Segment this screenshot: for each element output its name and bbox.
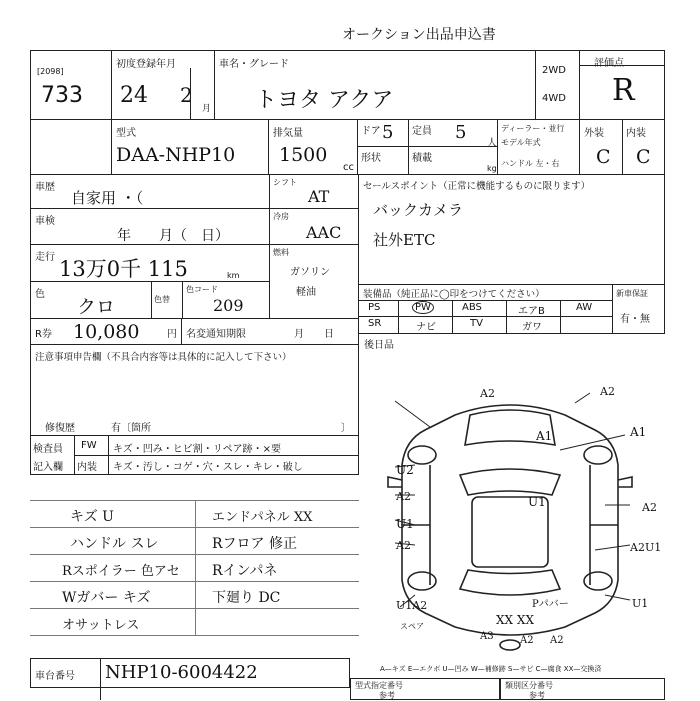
mileage-label: 走行 — [35, 252, 55, 263]
model-designation-ref: 参考 — [379, 691, 395, 700]
note-left-5: オサットレス — [62, 618, 140, 633]
capacity-value: 5 — [455, 122, 467, 143]
note-left-3: Rスポイラー 色アセ — [62, 564, 180, 579]
note-right-4: 下廻り DC — [212, 590, 281, 606]
car-diagram — [360, 345, 665, 655]
inspector-row2-tag: 内装 — [77, 462, 97, 473]
color-value: クロ — [77, 296, 116, 318]
equip-airbag: エアB — [518, 306, 545, 317]
registration-year: 24 — [120, 83, 148, 108]
notes-cell — [30, 344, 359, 436]
note-right-2: Rフロア 修正 — [212, 536, 297, 552]
registration-label: 初度登録年月 — [116, 59, 176, 70]
note-left-2: ハンドル スレ — [70, 536, 159, 552]
mileage-value: 13万0千 115 — [59, 257, 188, 281]
fuel-label: 燃料 — [273, 248, 289, 257]
payload-unit: kg — [487, 164, 497, 173]
classification-ref: 参考 — [529, 691, 545, 700]
inspector-label-1: 検査員 — [33, 444, 63, 455]
drive-cell — [535, 50, 580, 120]
model-designation-label: 型式指定番号 — [355, 681, 403, 690]
mark-left-front: U2 — [396, 463, 414, 477]
mark-spare: スペア — [400, 622, 424, 631]
registration-month: 2 — [180, 83, 193, 107]
evaluation-label: 評価点 — [594, 58, 624, 69]
capacity-unit: 人 — [487, 138, 497, 149]
mileage-km: km — [227, 271, 240, 280]
shape-cell — [357, 146, 409, 175]
shift-cell — [269, 174, 359, 209]
displacement-label: 排気量 — [273, 128, 303, 139]
payload-cell — [408, 146, 498, 175]
lot-cell — [30, 50, 112, 120]
repair-value: 有〔箇所 — [111, 423, 151, 434]
sales-point-2: 社外ETC — [373, 231, 436, 249]
note-right-3: Rインパネ — [212, 563, 278, 579]
model-label: 型式 — [116, 128, 136, 139]
equip-sr: SR — [368, 318, 382, 329]
inspector-row1-items: キズ・凹み・ヒビ割・リペア跡・×要 — [113, 444, 281, 455]
note-right-1: エンドパネル XX — [212, 510, 313, 525]
exterior-value: C — [596, 146, 611, 168]
mark-left-rear: A2 — [396, 539, 411, 552]
evaluation-cell — [579, 50, 665, 120]
drive-2wd: 2WD — [542, 65, 566, 76]
classification-cell — [500, 678, 665, 700]
back-label: 後日品 — [364, 340, 394, 351]
inspection-value: 年 月（ 日） — [117, 228, 229, 244]
model-designation-cell — [350, 678, 500, 700]
new-car-warranty-value: 有・無 — [620, 314, 650, 325]
equip-aw: AW — [576, 302, 593, 313]
capacity-cell — [408, 119, 498, 147]
repair-bracket-close: 〕 — [341, 423, 351, 434]
note-left-1: キズ U — [70, 509, 114, 525]
color-code-label: 色コード — [186, 285, 218, 294]
damage-legend: A—キズ E—エクボ U—凹み W—補修跡 S—サビ C—腐食 XX—交換済 — [380, 665, 602, 673]
payload-label: 積載 — [412, 153, 432, 164]
inspector-row2-items: キズ・汚し・コゲ・穴・スレ・キレ・破し — [113, 462, 303, 473]
capacity-label: 定員 — [412, 126, 432, 137]
name-change-cell — [181, 318, 359, 345]
recycle-value: 10,080 — [73, 321, 140, 343]
mark-roof: U1 — [528, 495, 546, 509]
equip-tv: TV — [470, 318, 483, 329]
sales-points-cell — [358, 174, 665, 285]
equip-gawa: ガワ — [522, 322, 542, 333]
displacement-cell — [268, 119, 358, 175]
mark-left-quarter: U1A2 — [396, 599, 428, 612]
mark-hood: A1 — [536, 429, 553, 443]
color-change-label: 色替 — [154, 295, 170, 304]
model-year-label: モデル年式 — [501, 138, 541, 147]
equip-ps: PS — [368, 302, 381, 313]
chassis-cell — [30, 658, 350, 688]
fuel-gas: ガソリン — [290, 267, 330, 278]
history-label: 車歴 — [35, 182, 55, 193]
color-change-cell — [151, 281, 183, 319]
mark-right-quarter: U1 — [632, 597, 649, 610]
fuel-cell — [269, 244, 359, 319]
color-code-value: 209 — [213, 296, 244, 315]
classification-label: 類別区分番号 — [505, 681, 553, 690]
chassis-label: 車台番号 — [35, 671, 75, 682]
mark-rear-xx: XX XX — [496, 613, 534, 627]
mark-rear-a2-right: A2 — [550, 635, 564, 646]
mark-left-mirror: A2 — [396, 490, 411, 503]
name-change-value: 月 日 — [294, 329, 334, 340]
cc-unit: cc — [343, 162, 354, 173]
aircon-value: AAC — [306, 223, 342, 242]
model-value: DAA-NHP10 — [116, 144, 236, 166]
history-cell — [30, 174, 270, 209]
mark-rear-bumper: Pパバー — [532, 599, 569, 610]
notes-label: 注意事項申告欄（不具合内容等は具体的に記入して下さい） — [35, 352, 292, 363]
sales-points-label: セールスポイント（正常に機能するものに限ります） — [363, 181, 591, 192]
equip-navi: ナビ — [416, 322, 436, 333]
inspection-cell — [30, 208, 270, 245]
name-change-label: 名変通知期限 — [186, 329, 246, 340]
recycle-cell — [30, 318, 182, 345]
color-cell — [30, 281, 152, 319]
recycle-label: R券 — [35, 329, 52, 340]
shape-label: 形状 — [361, 153, 381, 164]
door-label: ドア — [361, 126, 381, 137]
shift-label: シフト — [273, 178, 297, 187]
mark-rear-a2-left: A2 — [520, 635, 534, 646]
mark-right-fender: A1 — [630, 425, 647, 439]
repair-label: 修復歴 — [45, 423, 75, 434]
exterior-label: 外装 — [584, 128, 604, 139]
header-strip — [22, 18, 578, 52]
registration-cell — [111, 50, 215, 120]
equipment-label: 装備品（純正品に◯印をつけてください） — [363, 289, 545, 300]
drive-4wd: 4WD — [542, 93, 566, 104]
handle-label: ハンドル 左・右 — [501, 159, 560, 168]
inspector-row1-tag: FW — [81, 440, 97, 451]
mark-right-rear-door: A2U1 — [630, 541, 662, 554]
vehicle-name-label: 車名・グレード — [219, 59, 289, 70]
dealer-cell — [497, 119, 580, 175]
mark-rear-a3: A3 — [480, 631, 494, 642]
mark-left-door: U1 — [396, 517, 414, 531]
note-left-4: Wガバー キズ — [62, 590, 151, 606]
vehicle-name: トヨタ アクア — [255, 88, 394, 113]
recycle-yen: 円 — [167, 329, 177, 340]
equip-abs: ABS — [462, 302, 482, 313]
interior-value: C — [636, 146, 651, 168]
registration-month-unit: 月 — [202, 104, 212, 114]
mark-front-left: A2 — [480, 387, 495, 400]
mileage-cell — [30, 244, 270, 282]
vehicle-name-cell — [214, 50, 536, 120]
model-cell — [111, 119, 269, 175]
mark-front-right: A2 — [600, 385, 615, 398]
chassis-value: NHP10-6004422 — [105, 662, 258, 683]
lot-number: 733 — [41, 83, 83, 108]
inspection-label: 車検 — [35, 216, 55, 227]
inspector-label-2: 記入欄 — [33, 462, 63, 473]
header-title: オークション出品申込書 — [342, 27, 496, 43]
history-value: 自家用 ・（ — [71, 189, 144, 207]
door-cell — [357, 119, 409, 147]
aircon-label: 冷房 — [273, 212, 289, 221]
mark-right-mid: A2 — [642, 501, 657, 514]
lot-prefix: [2098] — [37, 67, 64, 76]
new-car-warranty-label: 新車保証 — [616, 289, 648, 298]
fuel-diesel: 軽油 — [296, 287, 316, 298]
aircon-cell — [269, 208, 359, 245]
door-value: 5 — [382, 122, 394, 143]
shift-value: AT — [308, 187, 330, 206]
equip-pw: PW — [412, 301, 434, 314]
displacement-value: 1500 — [279, 144, 328, 166]
color-label: 色 — [35, 289, 45, 300]
color-code-cell — [182, 281, 270, 319]
interior-label: 内装 — [626, 128, 646, 139]
evaluation-score: R — [612, 73, 635, 108]
dealer-label: ディーラー・並行 — [501, 124, 565, 133]
sales-point-1: バックカメラ — [373, 201, 464, 219]
